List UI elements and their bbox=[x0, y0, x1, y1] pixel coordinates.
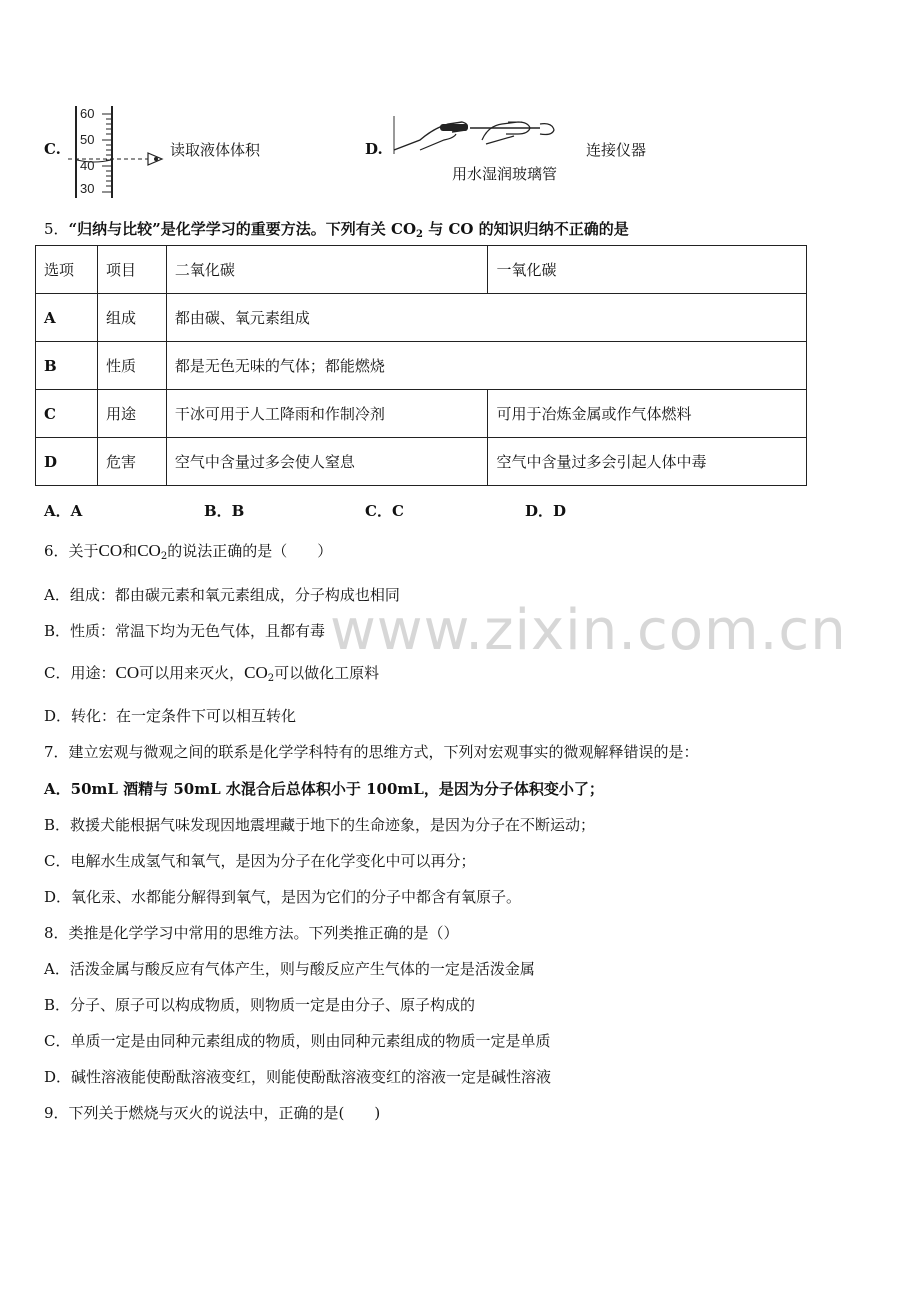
table-cell-item: 用途 bbox=[97, 390, 166, 438]
table-cell-merged: 都是无色无味的气体；都能燃烧 bbox=[166, 342, 806, 390]
q7-stem: 7．建立宏观与微观之间的联系是化学学科特有的思维方式，下列对宏观事实的微观解释错误的是： bbox=[44, 743, 699, 761]
cylinder-tick-60: 60 bbox=[80, 106, 95, 121]
q7-option-b: B．救援犬能根据气味发现因地震埋藏于地下的生命迹象，是因为分子在不断运动； bbox=[44, 816, 596, 834]
table-header: 项目 bbox=[97, 246, 166, 294]
option-d-label: D. bbox=[365, 140, 383, 158]
comparison-table bbox=[35, 245, 807, 486]
q6-stem-c: 的说法正确的是（ ） bbox=[167, 542, 333, 560]
q6-option-c-mid: 可以用来灭火， bbox=[139, 664, 245, 682]
q6-option-c-co2: CO bbox=[244, 663, 268, 682]
q5-stem-pre: “归纳与比较”是化学学习的重要方法。下列有关 CO bbox=[68, 220, 417, 238]
q7-option-c: C．电解水生成氢气和氧气，是因为分子在化学变化中可以再分； bbox=[44, 852, 476, 870]
q5-answer-c: C．C bbox=[365, 502, 404, 520]
q6-co2: CO bbox=[137, 541, 161, 560]
q5-answer-d: D．D bbox=[525, 502, 567, 520]
table-cell-co2: 干冰可用于人工降雨和作制冷剂 bbox=[166, 390, 488, 438]
q6-co: CO bbox=[98, 541, 123, 560]
q6-stem bbox=[44, 540, 332, 562]
table-cell-co2: 空气中含量过多会使人窒息 bbox=[166, 438, 488, 486]
q5-answer-b: B．B bbox=[204, 502, 245, 520]
q6-stem-a: 6．关于 bbox=[44, 542, 99, 560]
q5-number: 5． bbox=[44, 220, 69, 238]
table-cell-item: 组成 bbox=[97, 294, 166, 342]
q8-option-c: C．单质一定是由同种元素组成的物质，则由同种元素组成的物质一定是单质 bbox=[44, 1032, 551, 1050]
q6-option-c-co2-sub: 2 bbox=[267, 673, 275, 684]
q5-stem-sub: 2 bbox=[416, 229, 424, 240]
q7-option-d: D．氧化汞、水都能分解得到氧气，是因为它们的分子中都含有氧原子。 bbox=[44, 888, 522, 906]
cylinder-tick-50: 50 bbox=[80, 132, 95, 147]
table-row bbox=[36, 438, 807, 486]
q6-stem-b: 和 bbox=[122, 542, 138, 560]
q5-answer-a: A．A bbox=[44, 502, 83, 520]
table-cell-item: 危害 bbox=[97, 438, 166, 486]
table-cell-option: A bbox=[36, 294, 98, 342]
q6-option-c bbox=[44, 662, 379, 684]
q5-stem bbox=[44, 218, 629, 240]
q8-option-b: B．分子、原子可以构成物质，则物质一定是由分子、原子构成的 bbox=[44, 996, 476, 1014]
option-c-label: C. bbox=[44, 140, 61, 158]
q8-option-a: A．活泼金属与酸反应有气体产生，则与酸反应产生气体的一定是活泼金属 bbox=[44, 960, 535, 978]
q9-stem: 9．下列关于燃烧与灭火的说法中，正确的是( ) bbox=[44, 1104, 381, 1122]
q8-option-d: D．碱性溶液能使酚酞溶液变红，则能使酚酞溶液变红的溶液一定是碱性溶液 bbox=[44, 1068, 552, 1086]
table-row bbox=[36, 342, 807, 390]
option-d-caption: 用水湿润玻璃管 bbox=[452, 165, 558, 183]
table-cell-option: B bbox=[36, 342, 98, 390]
q7-option-a: A．50mL 酒精与 50mL 水混合后总体积小于 100mL，是因为分子体积变小了； bbox=[44, 780, 604, 798]
q6-option-b: B．性质：常温下均为无色气体，且都有毒 bbox=[44, 622, 326, 640]
q6-option-d: D．转化：在一定条件下可以相互转化 bbox=[44, 707, 297, 725]
q6-option-c-pre: C．用途： bbox=[44, 664, 116, 682]
hands-glass-tube-figure bbox=[390, 110, 566, 160]
q6-option-a: A．组成：都由碳元素和氧元素组成，分子构成也相同 bbox=[44, 586, 400, 604]
graduated-cylinder-figure bbox=[68, 104, 172, 200]
table-header: 选项 bbox=[36, 246, 98, 294]
option-d-text: 连接仪器 bbox=[586, 141, 647, 159]
table-cell-item: 性质 bbox=[97, 342, 166, 390]
table-cell-merged: 都由碳、氧元素组成 bbox=[166, 294, 806, 342]
table-cell-option: C bbox=[36, 390, 98, 438]
watermark: www.zixin.com.cn bbox=[330, 598, 847, 663]
cylinder-tick-30: 30 bbox=[80, 181, 95, 196]
table-header: 二氧化碳 bbox=[166, 246, 488, 294]
cylinder-tick-40: 40 bbox=[80, 158, 95, 173]
q6-co2-sub: 2 bbox=[160, 551, 168, 562]
q8-stem: 8．类推是化学学习中常用的思维方法。下列类推正确的是（） bbox=[44, 924, 459, 942]
q6-option-c-co: CO bbox=[115, 663, 140, 682]
q5-stem-post: 与 CO 的知识归纳不正确的是 bbox=[423, 220, 629, 238]
table-cell-co: 空气中含量过多会引起人体中毒 bbox=[488, 438, 807, 486]
table-cell-option: D bbox=[36, 438, 98, 486]
table-row bbox=[36, 390, 807, 438]
table-header: 一氧化碳 bbox=[488, 246, 807, 294]
q6-option-c-post: 可以做化工原料 bbox=[274, 664, 380, 682]
table-cell-co: 可用于冶炼金属或作气体燃料 bbox=[488, 390, 807, 438]
table-header-row bbox=[36, 246, 807, 294]
table-row bbox=[36, 294, 807, 342]
option-c-text: 读取液体体积 bbox=[170, 141, 261, 159]
